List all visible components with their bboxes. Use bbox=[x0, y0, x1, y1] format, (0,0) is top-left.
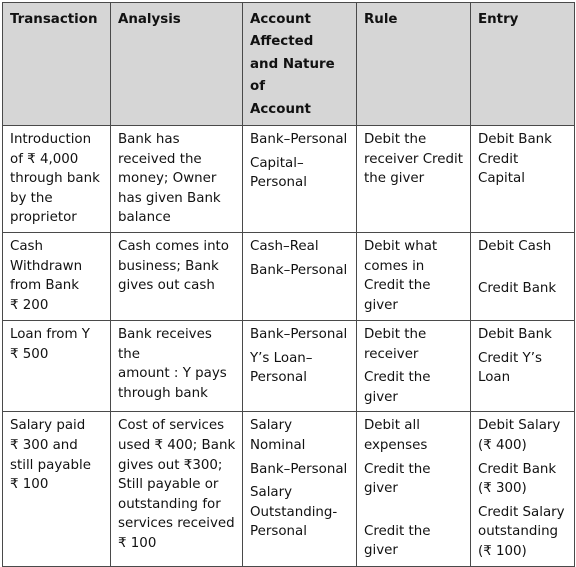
entry-cell: Debit Cash Credit Bank bbox=[471, 233, 575, 321]
analysis-cell: Bank has received the money; Owner has given Bank balance bbox=[111, 126, 243, 233]
header-account: Account Affected and Nature of Account bbox=[243, 3, 357, 126]
table-header-row bbox=[3, 3, 575, 126]
entry-cell: Debit Salary (₹ 400) Credit Bank (₹ 300) Credit Salary outstanding (₹ 100) bbox=[471, 412, 575, 566]
entry-cell: Debit Bank Credit Y’s Loan bbox=[471, 321, 575, 412]
header-transaction: Transaction bbox=[3, 3, 111, 126]
analysis-cell: Cash comes into business; Bank gives out cash bbox=[111, 233, 243, 321]
transaction-cell: Loan from Y ₹ 500 bbox=[3, 321, 111, 412]
table-row bbox=[3, 321, 575, 412]
table-row bbox=[3, 233, 575, 321]
account-cell: Bank–Personal Capital– Personal bbox=[243, 126, 357, 233]
accounting-rules-table bbox=[2, 2, 575, 567]
account-cell: Cash–Real Bank–Personal bbox=[243, 233, 357, 321]
header-entry: Entry bbox=[471, 3, 575, 126]
transaction-cell: Cash Withdrawn from Bank ₹ 200 bbox=[3, 233, 111, 321]
header-rule: Rule bbox=[357, 3, 471, 126]
account-cell: Salary Nominal Bank–Personal Salary Outstanding- Personal bbox=[243, 412, 357, 566]
rule-cell: Debit the receiver Credit the giver bbox=[357, 321, 471, 412]
rule-cell: Debit what comes in Credit the giver bbox=[357, 233, 471, 321]
rule-cell: Debit the receiver Credit the giver bbox=[357, 126, 471, 233]
transaction-cell: Salary paid ₹ 300 and still payable ₹ 100 bbox=[3, 412, 111, 566]
table-row bbox=[3, 126, 575, 233]
analysis-cell: Bank receives the amount : Y pays through bank bbox=[111, 321, 243, 412]
account-cell: Bank–Personal Y’s Loan– Personal bbox=[243, 321, 357, 412]
rule-cell: Debit all expenses Credit the giver Credit the giver bbox=[357, 412, 471, 566]
header-analysis: Analysis bbox=[111, 3, 243, 126]
analysis-cell: Cost of services used ₹ 400; Bank gives out ₹300; Still payable or outstanding for services received ₹ 100 bbox=[111, 412, 243, 566]
transaction-cell: Introduction of ₹ 4,000 through bank by the proprietor bbox=[3, 126, 111, 233]
entry-cell: Debit Bank Credit Capital bbox=[471, 126, 575, 233]
